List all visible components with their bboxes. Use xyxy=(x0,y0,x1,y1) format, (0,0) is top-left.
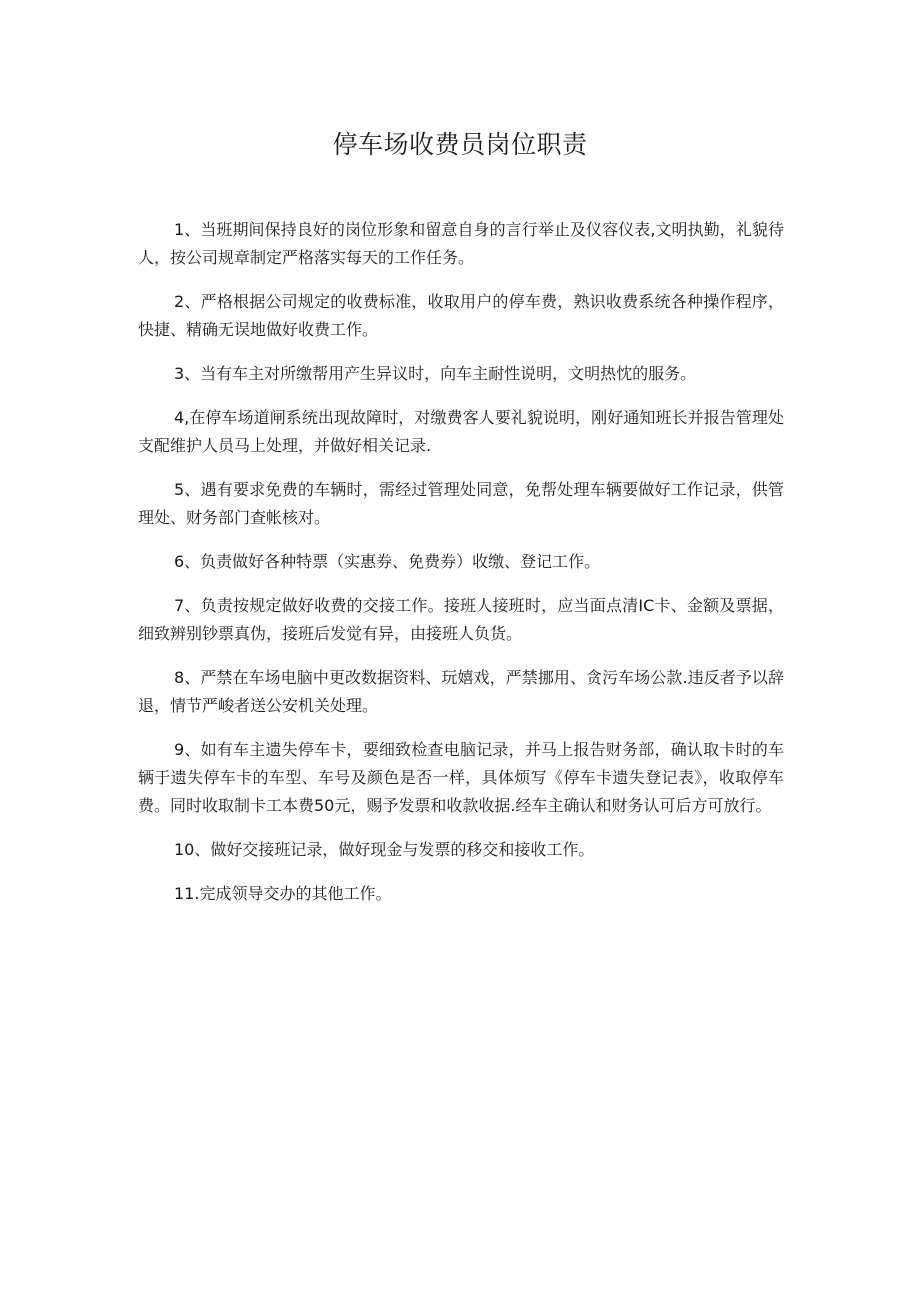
paragraph-2: 2、严格根据公司规定的收费标准，收取用户的停车费，熟识收费系统各种操作程序，快捷、精确无误地做好收费工作。 xyxy=(138,292,784,339)
paragraph-3: 3、当有车主对所缴帮用产生异议时，向车主耐性说明，文明热忱的服务。 xyxy=(174,364,697,383)
document-body xyxy=(138,216,784,924)
paragraph-6: 6、负责做好各种特票（实惠券、免费券）收缴、登记工作。 xyxy=(174,552,601,571)
paragraph-4: 4,在停车场道闸系统出现故障时，对缴费客人要礼貌说明，刚好通知班长并报告管理处支配维护人员马上处理，并做好相关记录. xyxy=(138,408,784,455)
paragraph-5: 5、遇有要求免费的车辆时，需经过管理处同意，免帮处理车辆要做好工作记录，供管理处、财务部门查帐核对。 xyxy=(138,480,784,527)
paragraph-9: 9、如有车主遗失停车卡，要细致检查电脑记录，并马上报告财务部，确认取卡时的车辆于遗失停车卡的车型、车号及颜色是否一样，具体烦写《停车卡遗失登记表》，收取停车费。同时收取制卡工本费50元，赐予发票和收款收据.经车主确认和财务认可后方可放行。 xyxy=(138,740,784,815)
document-title: 停车场收费员岗位职责 xyxy=(332,130,588,159)
paragraph-8: 8、严禁在车场电脑中更改数据资料、玩嬉戏，严禁挪用、贪污车场公款.违反者予以辞退，情节严峻者送公安机关处理。 xyxy=(138,668,784,715)
paragraph-1: 1、当班期间保持良好的岗位形象和留意自身的言行举止及仪容仪表,文明执勤，礼貌待人，按公司规章制定严格落实每天的工作任务。 xyxy=(138,220,784,267)
paragraph-10: 10、做好交接班记录，做好现金与发票的移交和接收工作。 xyxy=(174,840,595,859)
paragraph-11: 11.完成领导交办的其他工作。 xyxy=(174,884,392,903)
paragraph-7: 7、负责按规定做好收费的交接工作。接班人接班时，应当面点清IC卡、金额及票据，细致辨别钞票真伪，接班后发觉有异，由接班人负货。 xyxy=(138,596,784,643)
